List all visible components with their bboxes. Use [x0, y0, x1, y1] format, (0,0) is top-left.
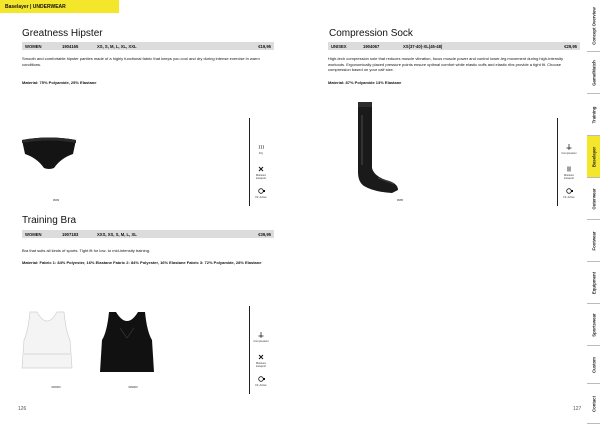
color-code: 9999 — [52, 198, 60, 202]
product-bra — [0, 210, 280, 424]
feature-label: Fit: Active — [255, 384, 267, 387]
fit-icon — [251, 376, 271, 383]
tab-game-match[interactable]: Game/Match — [587, 52, 600, 94]
product-sizes: XS, S, M, L, XL, XXL — [97, 44, 137, 49]
product-description: Bra that suits all kinds of sports. Tight fit for low- to mid-intensity training. — [22, 248, 151, 253]
product-title: Compression Sock — [329, 28, 413, 39]
tab-outerwear[interactable]: Outerwear — [587, 178, 600, 220]
product-info-bar — [328, 42, 580, 50]
feature-label: Moisture transport — [255, 174, 267, 180]
product-sock — [300, 0, 590, 210]
feature-label: Compression — [561, 152, 577, 155]
page-number-left: 126 — [18, 406, 27, 412]
compression-icon — [251, 332, 271, 339]
product-gender: UNISEX — [331, 44, 347, 49]
product-material: Material: Fabric 1: 84% Polyester, 16% Elastane Fabric 2: 84% Polyester, 16% Elastane Fabric 3: 72% Polyamide, 28% Elastane — [22, 260, 262, 265]
feature-compression — [251, 332, 271, 343]
moisture-icon — [559, 166, 579, 173]
product-info-bar — [22, 230, 274, 238]
feature-divider — [249, 118, 250, 206]
tab-baselayer[interactable]: Baselayer — [587, 136, 600, 178]
color-code: 900000 — [51, 385, 61, 389]
fit-icon — [251, 188, 271, 195]
product-sku: 1904067 — [363, 44, 380, 49]
sidebar-tabs — [587, 0, 600, 424]
tab-sportswear[interactable]: Sportswear — [587, 304, 600, 346]
product-gender: WOMEN — [25, 232, 42, 237]
feature-label: Fit: Active — [563, 196, 575, 199]
product-sku: 1904165 — [62, 44, 79, 49]
product-description: Smooth and comfortable hipster panties made of a highly functional fabric that keeps you cool and dry during intense exercise in warm conditions. — [22, 56, 260, 67]
product-sizes: XXS, XS, S, M, L, XL — [97, 232, 137, 237]
tab-footwear[interactable]: Footwear — [587, 220, 600, 262]
moisture-icon — [251, 166, 271, 173]
product-image-white — [18, 310, 76, 372]
product-image — [348, 100, 408, 195]
color-code: 9985 — [396, 198, 404, 202]
feature-fit — [559, 188, 579, 199]
product-material: Material: 75% Polyamide, 25% Elastane — [22, 80, 97, 85]
feature-compression — [559, 144, 579, 155]
fit-icon — [559, 188, 579, 195]
section-label: Baselayer | UNDERWEAR — [5, 4, 66, 10]
feature-divider — [557, 118, 558, 206]
feature-label: Fit: Active — [255, 196, 267, 199]
product-description: High-tech compression sole that reduces muscle vibration, focus muscle power and control lower-leg movement during high-intensity workouts. Ergonomically placed pressure points ensure optimal comfort while elastic cuffs and elastic ribs provide a tight fit. Choose compression based on your calf size. — [328, 56, 563, 72]
color-code: 999000 — [128, 385, 138, 389]
tab-contact[interactable]: Contact — [587, 384, 600, 424]
tab-equipment[interactable]: Equipment — [587, 262, 600, 304]
moisture-icon — [251, 354, 271, 361]
product-image-black — [96, 310, 158, 376]
tab-training[interactable]: Training — [587, 94, 600, 136]
feature-label: Moisture transport — [255, 362, 267, 368]
feature-label: Compression — [253, 340, 269, 343]
product-price: €29,95 — [564, 44, 577, 49]
feature-label: Moisture transport — [563, 174, 575, 180]
tab-custom[interactable]: Custom — [587, 346, 600, 384]
tab-concept-overview[interactable]: Concept Overview — [587, 0, 600, 52]
dry-icon — [251, 144, 271, 151]
product-title: Training Bra — [22, 215, 77, 226]
feature-moisture — [251, 354, 271, 368]
compression-icon — [559, 144, 579, 151]
feature-label: Dry — [258, 152, 264, 155]
product-title: Greatness Hipster — [22, 28, 103, 39]
feature-fit — [251, 188, 271, 199]
product-gender: WOMEN — [25, 44, 42, 49]
feature-moisture — [251, 166, 271, 180]
feature-moisture — [559, 166, 579, 180]
product-price: €19,95 — [258, 44, 271, 49]
product-sizes: XS(37-40)-XL(45-48) — [403, 44, 443, 49]
product-sku: 1907183 — [62, 232, 79, 237]
product-image — [20, 132, 78, 172]
page-number-right: 127 — [573, 406, 582, 412]
feature-fit — [251, 376, 271, 387]
feature-divider — [249, 306, 250, 394]
product-info-bar — [22, 42, 274, 50]
product-material: Material: 87% Polyamide 13% Elastane — [328, 80, 402, 85]
product-hipster — [0, 0, 280, 210]
feature-dry — [251, 144, 271, 155]
product-price: €39,95 — [258, 232, 271, 237]
